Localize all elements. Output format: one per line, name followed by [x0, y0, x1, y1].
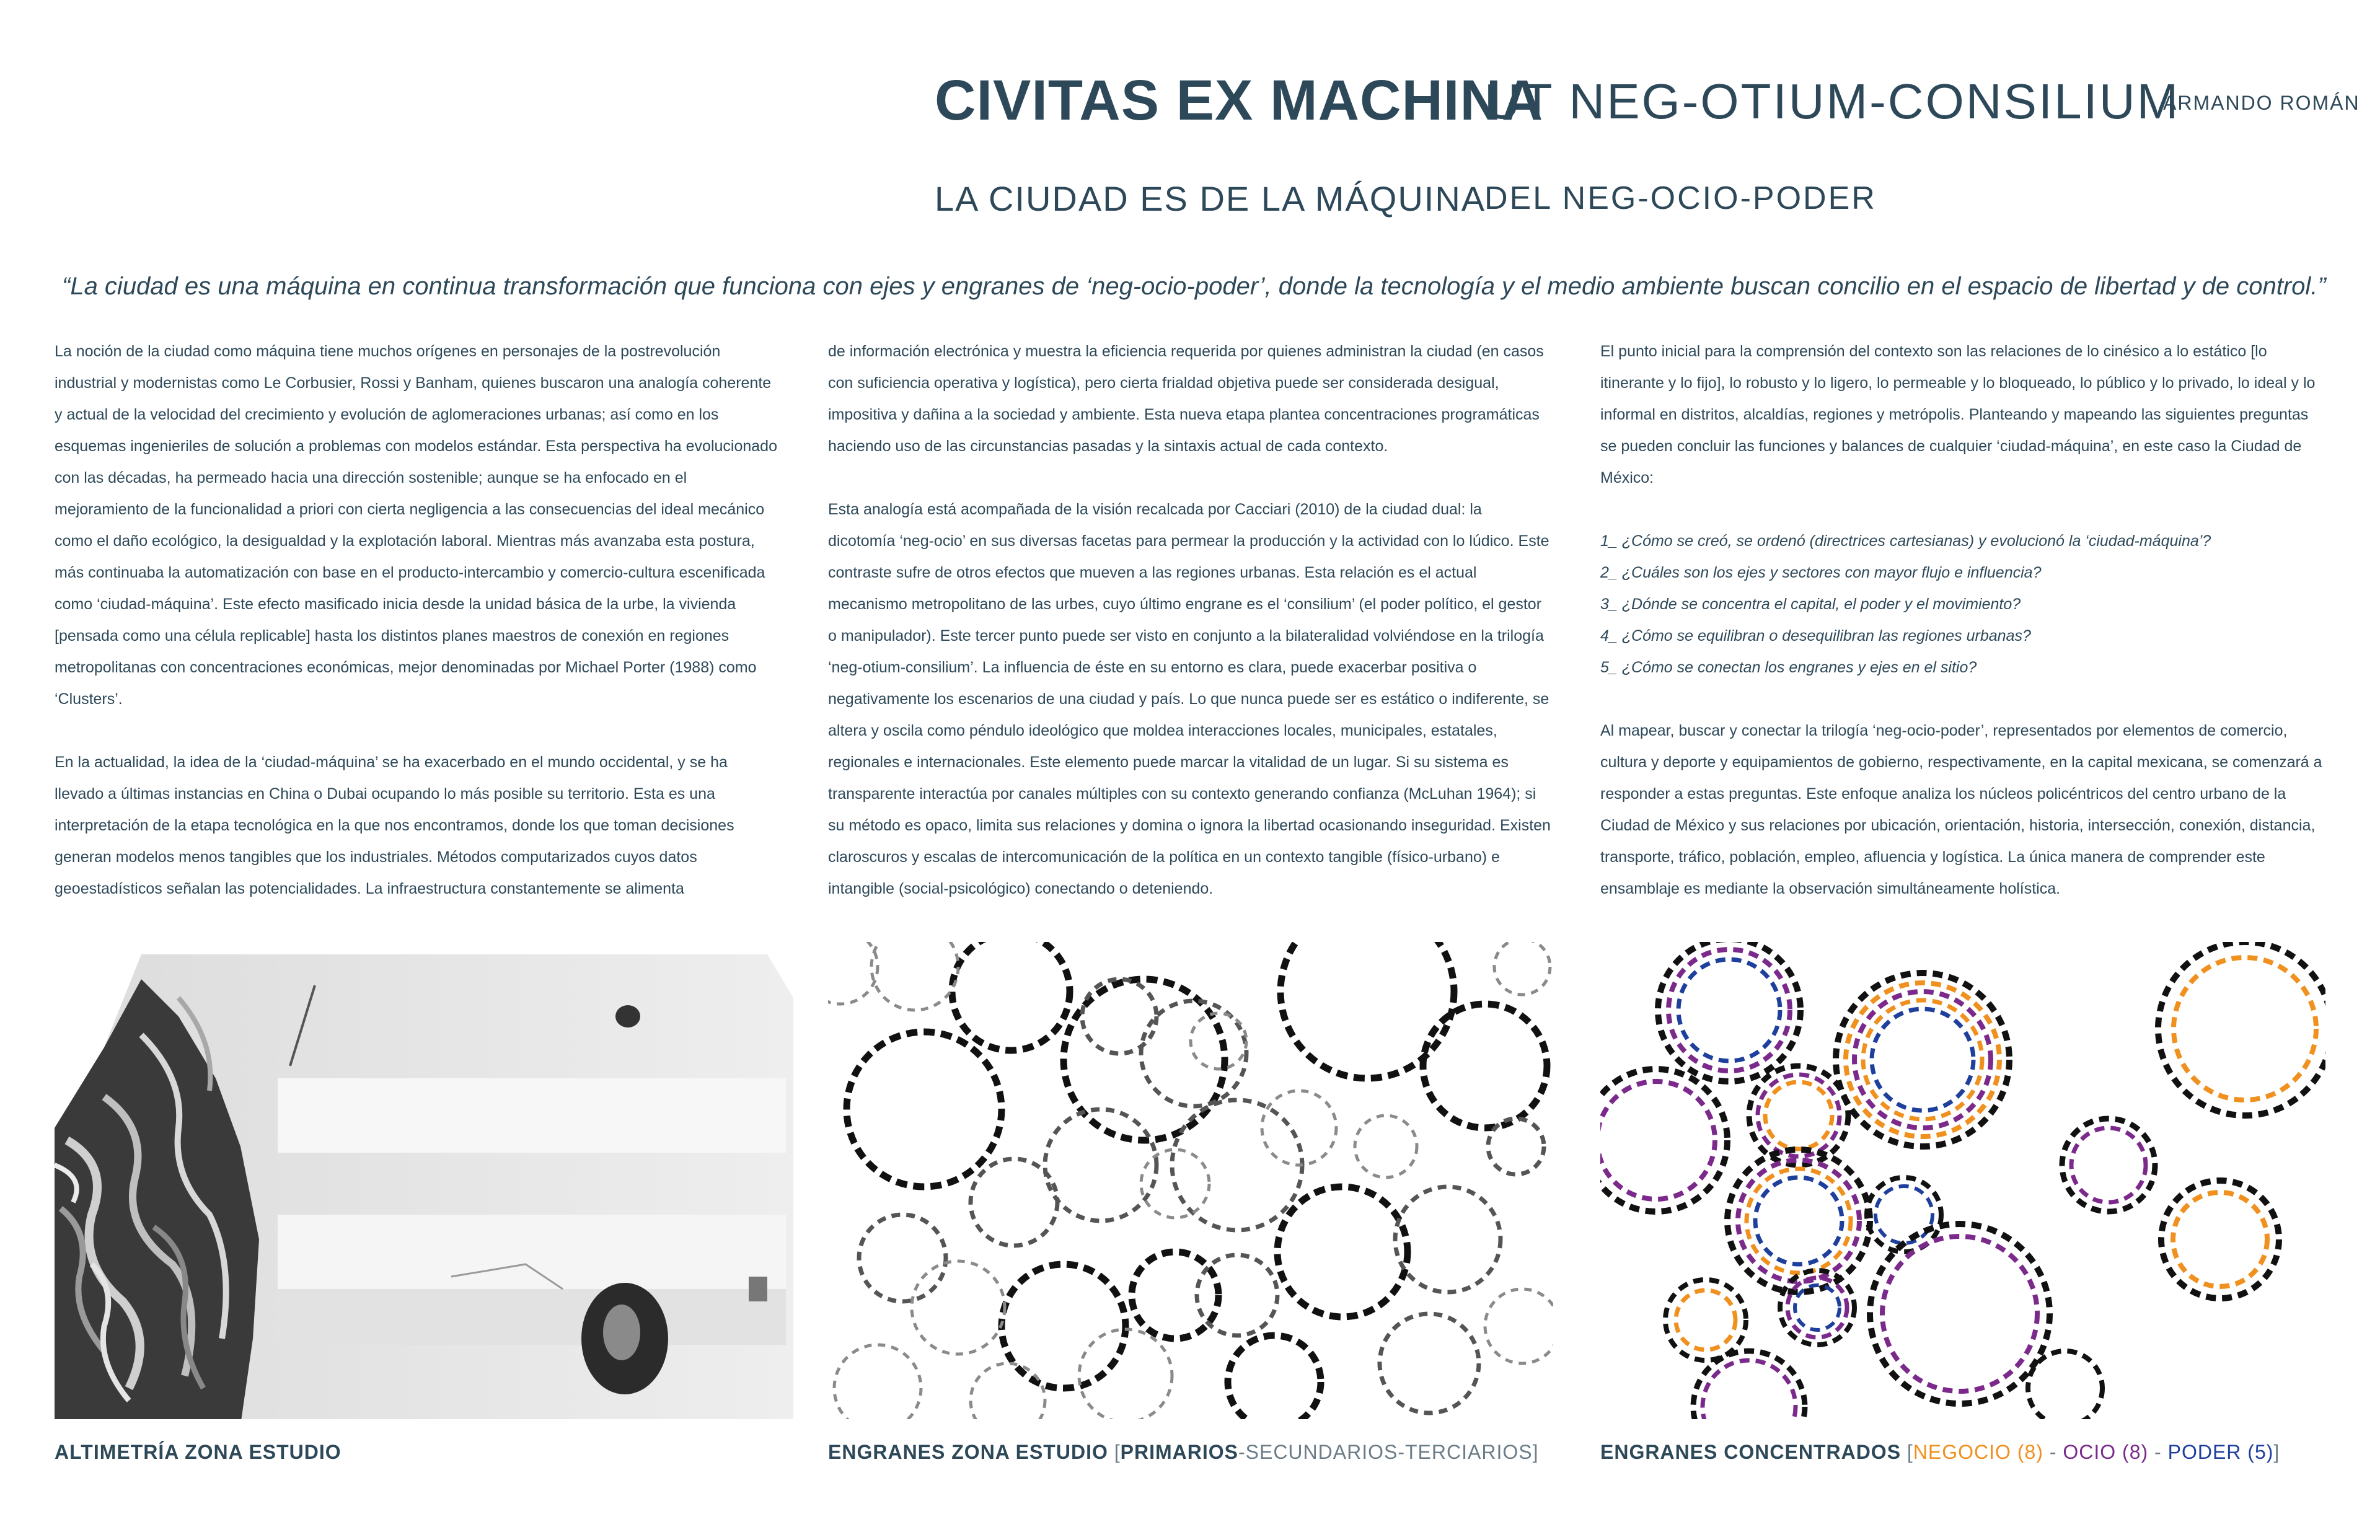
- gear-concentrated: [2071, 1128, 2146, 1202]
- column1-paragraph-1: La noción de la ciudad como máquina tiene muchos orígenes en personajes de la postrevolución industrial y modernistas como Le Corbusier, Rossi y Banham, quienes buscaron una analogía coherente y actual de la velocidad del crecimiento y evolución de aglomeraciones urbanas; así como en los esquemas ingenieriles de solución a problemas con modelos estándar. Esta perspectiva ha evolucionado con las décadas, ha permeado hacia una dirección sostenible; aunque se ha enfocado en el mejoramiento de la funcionalidad a priori con cierta negligencia a las consecuencias del ideal mecánico como el daño ecológico, la desigualdad y la explotación laboral. Mientras más avanzaba esta postura, más continuaba la automatización con base en el producto-intercambio y comercio-cultura escenificada como ‘ciudad-máquina’. Este efecto masificado inicia desde la unidad básica de la urbe, la vivienda [pensada como una célula replicable] hasta los distintos planes maestros de conexión en regiones metropolitanas con concentraciones económicas, mejor denominadas por Michael Porter (1988) como ‘Clusters’.: [55, 343, 777, 708]
- gears-concentrated: [1600, 942, 2325, 1419]
- gear-concentrated: [1676, 1290, 1735, 1350]
- gear-tertiary: [1485, 1289, 1553, 1363]
- page-subtitle-sub: DEL NEG-OCIO-PODER: [1484, 180, 1877, 216]
- question-item: 5_ ¿Cómo se conectan los engranes y ejes en el sitio?: [1600, 659, 1977, 676]
- gear-secondary: [971, 1159, 1057, 1246]
- legend-poder: PODER (5): [2167, 1441, 2274, 1463]
- pull-quote: “La ciudad es una máquina en continua transformación que funciona con ejes y engranes de ‘neg-ocio-poder’, donde la tecnología y el medio ambiente buscan concilio en el espacio de libertad y de control.”: [62, 273, 2326, 300]
- gear-concentrated: [2174, 957, 2316, 1100]
- gear-tertiary: [1494, 942, 1550, 995]
- gear-primary: [1002, 1264, 1126, 1388]
- gear-tertiary: [971, 1363, 1045, 1419]
- caption-gears-primary: PRIMARIOS: [1120, 1441, 1238, 1463]
- gear-primary: [1228, 1335, 1321, 1419]
- gear-concentrated: [2158, 942, 2325, 1115]
- caption-gears-title: ENGRANES ZONA ESTUDIO: [828, 1441, 1108, 1463]
- gear-concentrated: [2161, 1181, 2279, 1298]
- gear-concentrated: [1863, 1000, 1982, 1119]
- gear-concentrated: [1854, 992, 1991, 1128]
- gear-concentrated: [1765, 1082, 1832, 1149]
- gear-primary: [1280, 942, 1454, 1078]
- question-item: 4_ ¿Cómo se equilibran o desequilibran las regiones urbanas?: [1600, 627, 2031, 645]
- gear-tertiary: [828, 942, 878, 1004]
- gear-concentrated: [1747, 1169, 1851, 1273]
- legend-negocio: NEGOCIO (8): [1913, 1441, 2043, 1463]
- gear-concentrated: [2028, 1351, 2102, 1419]
- gear-concentrated: [2062, 1119, 2155, 1212]
- column2-paragraph-2: Esta analogía está acompañada de la visión recalcada por Cacciari (2010) de la ciudad dual: la dicotomía ‘neg-ocio’ en sus diversas facetas para permear la producción y la actividad con lo lúdico. Este contraste sufre de otros efectos que mueven a las regiones urbanas. Esta relación es el actual mecanismo metropolitano de las urbes, cuyo último engrane es el ‘consilium’ (el poder político, el gestor o manipulador). Este tercer punto puede ser visto en conjunto a la bilateralidad volviéndose en la trilogía ‘neg-otium-consilium’. La influencia de éste en su entorno es clara, puede exacerbar positiva o negativamente los escenarios de una ciudad y país. Lo que nunca puede ser es estático o indiferente, se altera y oscila como péndulo ideológico que moldea interacciones locales, municipales, estatales, regionales e internacionales. Este elemento puede marcar la vitalidad de un lugar. Si su sistema es transparente interactúa por canales múltiples con su contexto generando confianza (McLuhan 1964); si su método es opaco, limita sus relaciones y domina o ignora la libertad ocasionando inseguridad. Existen claroscuros y escalas de intercomunicación de la política en un contexto tangible (físico-urbano) e intangible (social-psicológico) conectando o deteniendo.: [828, 501, 1551, 897]
- gear-concentrated: [1668, 949, 1790, 1071]
- legend-ocio: OCIO (8): [2063, 1441, 2149, 1463]
- gear-secondary: [1380, 1314, 1479, 1413]
- gear-primary: [1277, 1187, 1408, 1317]
- text-column-2: [828, 336, 1553, 936]
- caption-concentrated: ENGRANES CONCENTRADOS [NEGOCIO (8) - OCIO (8) - PODER (5)]: [1600, 1441, 2280, 1463]
- gears-study-zone: [828, 942, 1553, 1419]
- gear-concentrated: [1755, 1177, 1842, 1264]
- gear-concentrated: [1780, 1270, 1854, 1345]
- caption-concentrated-title: ENGRANES CONCENTRADOS: [1600, 1441, 1902, 1463]
- gear-concentrated: [1875, 1186, 1933, 1243]
- gear-primary: [1132, 1252, 1219, 1339]
- gear-primary: [847, 1032, 1002, 1187]
- gear-secondary: [859, 1215, 946, 1301]
- gear-tertiary: [834, 1345, 921, 1419]
- column1-paragraph-2: En la actualidad, la idea de la ‘ciudad-máquina’ se ha exacerbado en el mundo occidental, y se ha llevado a últimas instancias en China o Dubai ocupando lo más posible su territorio. Esta es una interpretación de la etapa tecnológica en la que nos encontramos, donde los que toman decisiones generan modelos menos tangibles que los industriales. Métodos computarizados cuyos datos geoestadísticos señalan las potencialidades. La infraestructura constantemente se alimenta: [55, 754, 734, 897]
- gear-secondary: [1172, 1100, 1302, 1230]
- gear-concentrated: [1703, 1360, 1796, 1419]
- question-item: 3_ ¿Dónde se concentra el capital, el poder y el movimiento?: [1600, 596, 2021, 613]
- gear-concentrated: [2173, 1192, 2267, 1287]
- gear-concentrated: [1882, 1236, 2037, 1391]
- gear-concentrated: [1600, 1069, 1727, 1212]
- gear-concentrated: [1678, 959, 1780, 1061]
- gear-tertiary: [1191, 1013, 1246, 1069]
- column2-paragraph-1: de información electrónica y muestra la eficiencia requerida por quienes administran la ciudad (en casos con suficiencia operativa y logística), pero cierta frialdad objetiva puede ser considerada desigual, impositiva y dañina a la sociedad y ambiente. Esta nueva etapa plantea concentraciones programáticas haciendo uso de las circunstancias pasadas y la sintaxis actual de cada contexto.: [828, 343, 1544, 455]
- gear-primary: [952, 942, 1070, 1050]
- gear-concentrated: [1846, 983, 1999, 1137]
- question-item: 1_ ¿Cómo se creó, se ordenó (directrices cartesianas) y evolucionó la ‘ciudad-máquina’?: [1600, 532, 2211, 550]
- question-item: 2_ ¿Cuáles son los ejes y sectores con mayor flujo e influencia?: [1600, 564, 2042, 581]
- gear-concentrated: [1795, 1285, 1840, 1330]
- gear-secondary: [1488, 1119, 1544, 1174]
- altimetry-map: [55, 942, 793, 1419]
- gear-tertiary: [1262, 1091, 1336, 1165]
- column3-paragraph-1: El punto inicial para la comprensión del contexto son las relaciones de lo cinésico a lo estático [lo itinerante y lo fijo], lo robusto y lo ligero, lo permeable y lo bloqueado, lo público y lo privado, lo ideal y lo informal en distritos, alcaldías, regiones y metrópolis. Planteando y mapeando las siguientes preguntas se pueden concluir las funciones y balances de cualquier ‘ciudad-máquina’, en este caso la Ciudad de México:: [1600, 343, 2316, 486]
- gear-secondary: [1045, 1109, 1157, 1221]
- gear-concentrated: [1758, 1075, 1840, 1156]
- gear-secondary: [1395, 1187, 1501, 1292]
- author-name: ARMANDO ROMÁN: [2163, 92, 2360, 114]
- text-column-3: [1600, 336, 2325, 936]
- caption-altimetry: ALTIMETRÍA ZONA ESTUDIO: [55, 1441, 342, 1463]
- gear-tertiary: [871, 942, 958, 1010]
- gear-secondary: [1197, 1255, 1277, 1335]
- gear-secondary: [1082, 979, 1157, 1054]
- questions-list: [1600, 526, 2325, 684]
- page-subtitle: LA CIUDAD ES DE LA MÁQUINA: [935, 179, 1486, 218]
- gear-concentrated: [1872, 1009, 1973, 1111]
- page-title: CIVITAS EX MACHINA: [935, 69, 1544, 132]
- gear-tertiary: [1355, 1115, 1417, 1177]
- gear-tertiary: [912, 1261, 1005, 1354]
- caption-gears: ENGRANES ZONA ESTUDIO [PRIMARIOS-SECUNDARIOS-TERCIARIOS]: [828, 1441, 1539, 1463]
- page-title-sub: UT NEG-OTIUM-CONSILIUM: [1484, 74, 2180, 129]
- text-column-1: [55, 336, 780, 936]
- gear-concentrated: [1600, 1081, 1715, 1199]
- gear-concentrated: [1867, 1177, 1941, 1252]
- column3-paragraph-2: Al mapear, buscar y conectar la trilogía ‘neg-ocio-poder’, representados por elementos de comercio, cultura y deporte y equipamientos de gobierno, respectivamente, en la capital mexicana, se comenzará a responder a estas preguntas. Este enfoque analiza los núcleos policéntricos del centro urbano de la Ciudad de México y sus relaciones por ubicación, orientación, historia, intersección, conexión, distancia, transporte, tráfico, población, empleo, afluencia y logística. La única manera de comprender este ensamblaje es mediante la observación simultáneamente holística.: [1600, 722, 2322, 897]
- gear-primary: [1423, 1004, 1547, 1128]
- gear-tertiary: [1079, 1329, 1172, 1419]
